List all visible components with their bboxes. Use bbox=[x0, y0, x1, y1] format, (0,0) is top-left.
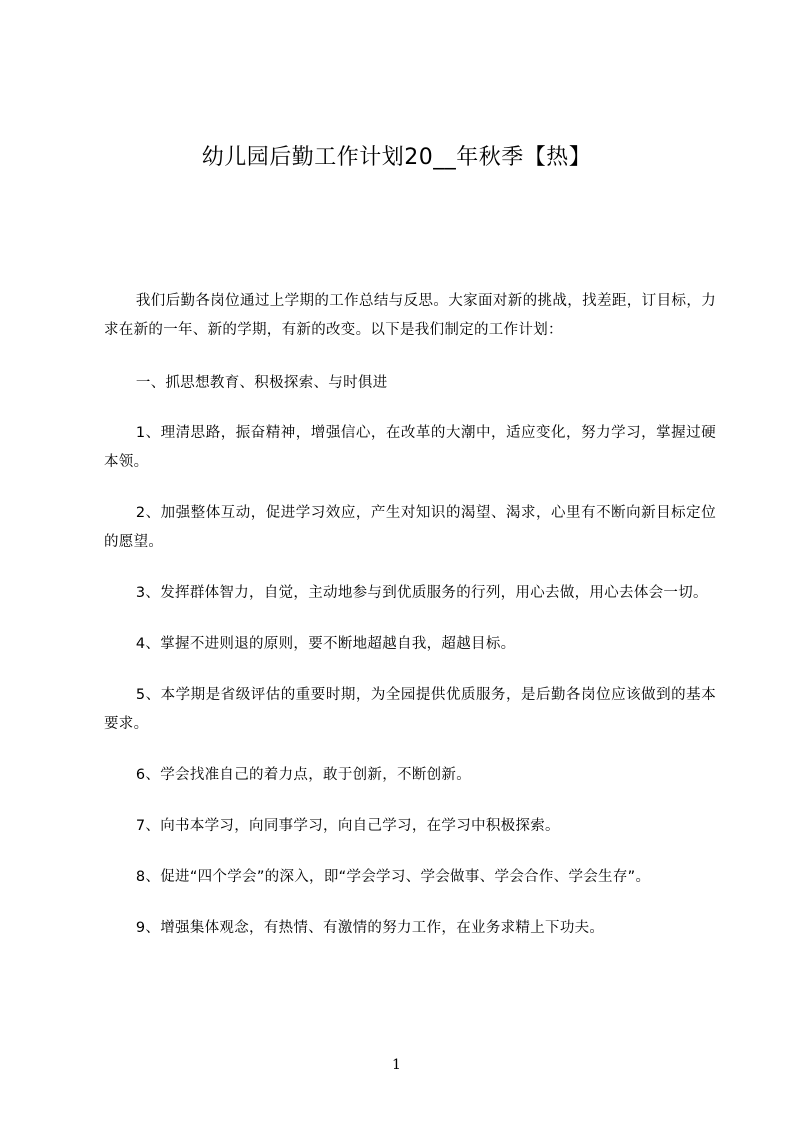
page-number: 1 bbox=[392, 1057, 401, 1073]
list-item: 3、发挥群体智力，自觉，主动地参与到优质服务的行列，用心去做，用心去体会一切。 bbox=[135, 585, 708, 601]
list-item: 4、掌握不进则退的原则，要不断地超越自我，超越目标。 bbox=[135, 636, 516, 652]
list-item: 2、加强整体互动，促进学习效应，产生对知识的渴望、渴求，心里有不断向新目标定位的愿望。 bbox=[104, 505, 716, 550]
intro-paragraph: 我们后勤各岗位通过上学期的工作总结与反思。大家面对新的挑战，找差距，订目标，力求在新的一年、新的学期，有新的改变。以下是我们制定的工作计划： bbox=[104, 293, 716, 338]
list-item: 9、增强集体观念，有热情、有激情的努力工作，在业务求精上下功夫。 bbox=[135, 920, 605, 936]
list-item: 8、促进“四个学会”的深入，即“学会学习、学会做事、学会合作、学会生存”。 bbox=[135, 869, 651, 885]
list-item: 6、学会找准自己的着力点，敢于创新，不断创新。 bbox=[135, 767, 472, 783]
list-item: 1、理清思路，振奋精神，增强信心，在改革的大潮中，适应变化，努力学习，掌握过硬本领。 bbox=[104, 425, 716, 470]
document-title: 幼儿园后勤工作计划20__年秋季【热】 bbox=[201, 145, 592, 170]
list-item: 5、本学期是省级评估的重要时期，为全园提供优质服务，是后勤各岗位应该做到的基本要求。 bbox=[104, 687, 716, 732]
document-body bbox=[104, 287, 716, 965]
list-item: 7、向书本学习，向同事学习，向自己学习，在学习中积极探索。 bbox=[135, 818, 560, 834]
section-heading: 一、抓思想教育、积极探索、与时俱进 bbox=[135, 375, 388, 391]
